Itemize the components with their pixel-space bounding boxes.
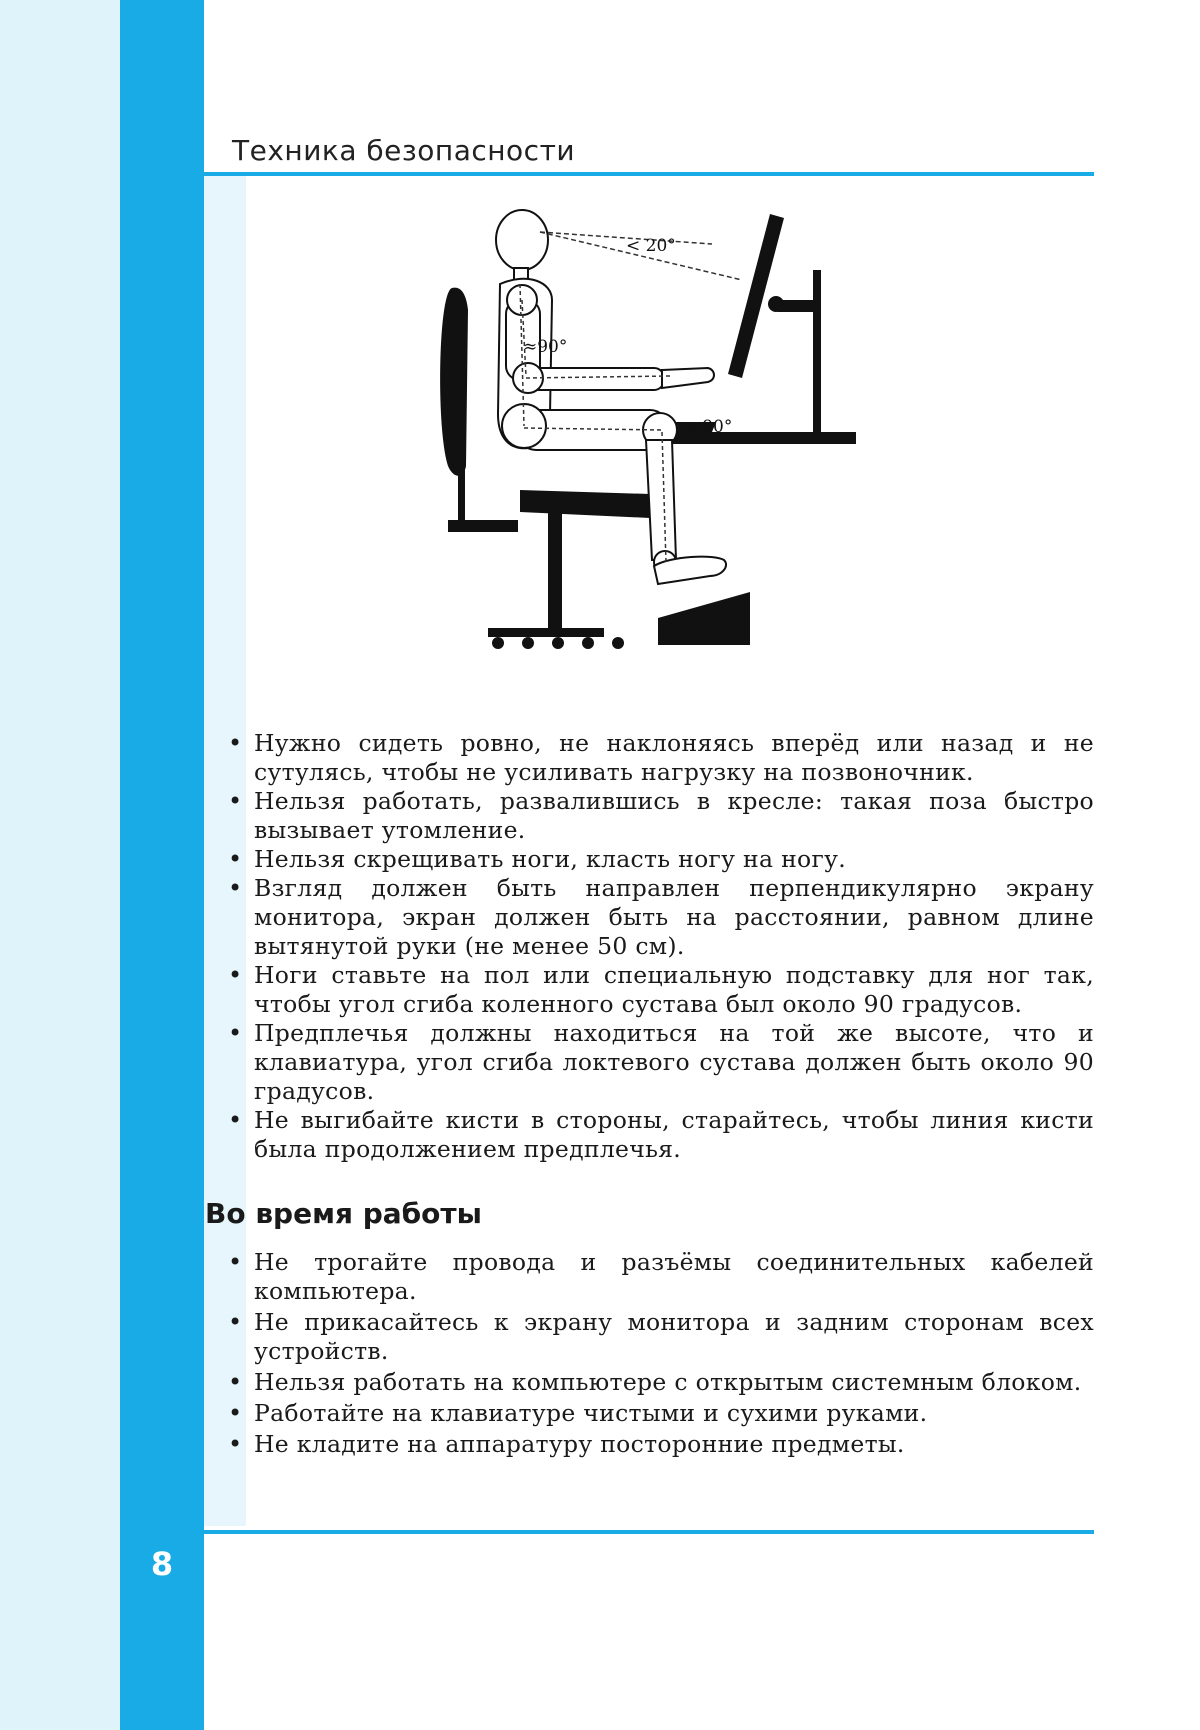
list-item: • Не прикасайтесь к экрану монитора и задним сторонам всех устройств. — [224, 1308, 1094, 1366]
monitor-stand — [813, 270, 821, 434]
list-item: • Нельзя работать на компьютере с открытым системным блоком. — [224, 1368, 1094, 1397]
posture-rules-list — [224, 729, 1094, 1164]
angle-elbow-label: ≈90° — [523, 337, 568, 357]
running-header: Техника безопасности — [232, 134, 576, 167]
work-rules-list — [224, 1248, 1094, 1461]
figure-shin — [646, 440, 676, 560]
figure-head — [496, 210, 548, 270]
chair-column — [548, 512, 562, 630]
footrest — [658, 592, 750, 645]
list-item: • Предплечья должны находиться на той же высоте, что и клавиатура, угол сгиба локтевого сустава должен быть около 90 градусов. — [224, 1019, 1094, 1106]
margin-pale-band — [0, 0, 120, 1730]
list-item: • Нужно сидеть ровно, не наклоняясь вперёд или назад и не сутулясь, чтобы не усиливать нагрузку на позвоночник. — [224, 729, 1094, 787]
chair-seat — [520, 490, 662, 518]
list-item: • Ноги ставьте на пол или специальную подставку для ног так, чтобы угол сгиба коленного сустава был около 90 градусов. — [224, 961, 1094, 1019]
angle-eye-label: < 20° — [626, 236, 676, 256]
posture-illustration — [440, 200, 860, 680]
angle-knee-label: ≈90° — [688, 417, 733, 437]
section-heading: Во время работы — [205, 1197, 482, 1230]
margin-blue-strip — [120, 0, 204, 1730]
list-item: • Взгляд должен быть направлен перпендикулярно экрану монитора, экран должен быть на расстоянии, равном длине вытянутой руки (не менее 50 см). — [224, 874, 1094, 961]
list-item: • Нельзя работать, развалившись в кресле: такая поза быстро вызывает утомление. — [224, 787, 1094, 845]
list-item: • Не трогайте провода и разъёмы соединительных кабелей компьютера. — [224, 1248, 1094, 1306]
list-item: • Нельзя скрещивать ноги, класть ногу на ногу. — [224, 845, 1094, 874]
figure-forearm — [524, 368, 664, 390]
list-item: • Не выгибайте кисти в стороны, старайтесь, чтобы линия кисти была продолжением предплечья. — [224, 1106, 1094, 1164]
footer-rule — [204, 1530, 1094, 1534]
chair-base — [488, 628, 604, 637]
page-number: 8 — [150, 1545, 174, 1583]
list-item: • Не кладите на аппаратуру посторонние предметы. — [224, 1430, 1094, 1459]
monitor-screen — [728, 214, 784, 378]
list-item: • Работайте на клавиатуре чистыми и сухими руками. — [224, 1399, 1094, 1428]
header-rule — [204, 172, 1094, 176]
